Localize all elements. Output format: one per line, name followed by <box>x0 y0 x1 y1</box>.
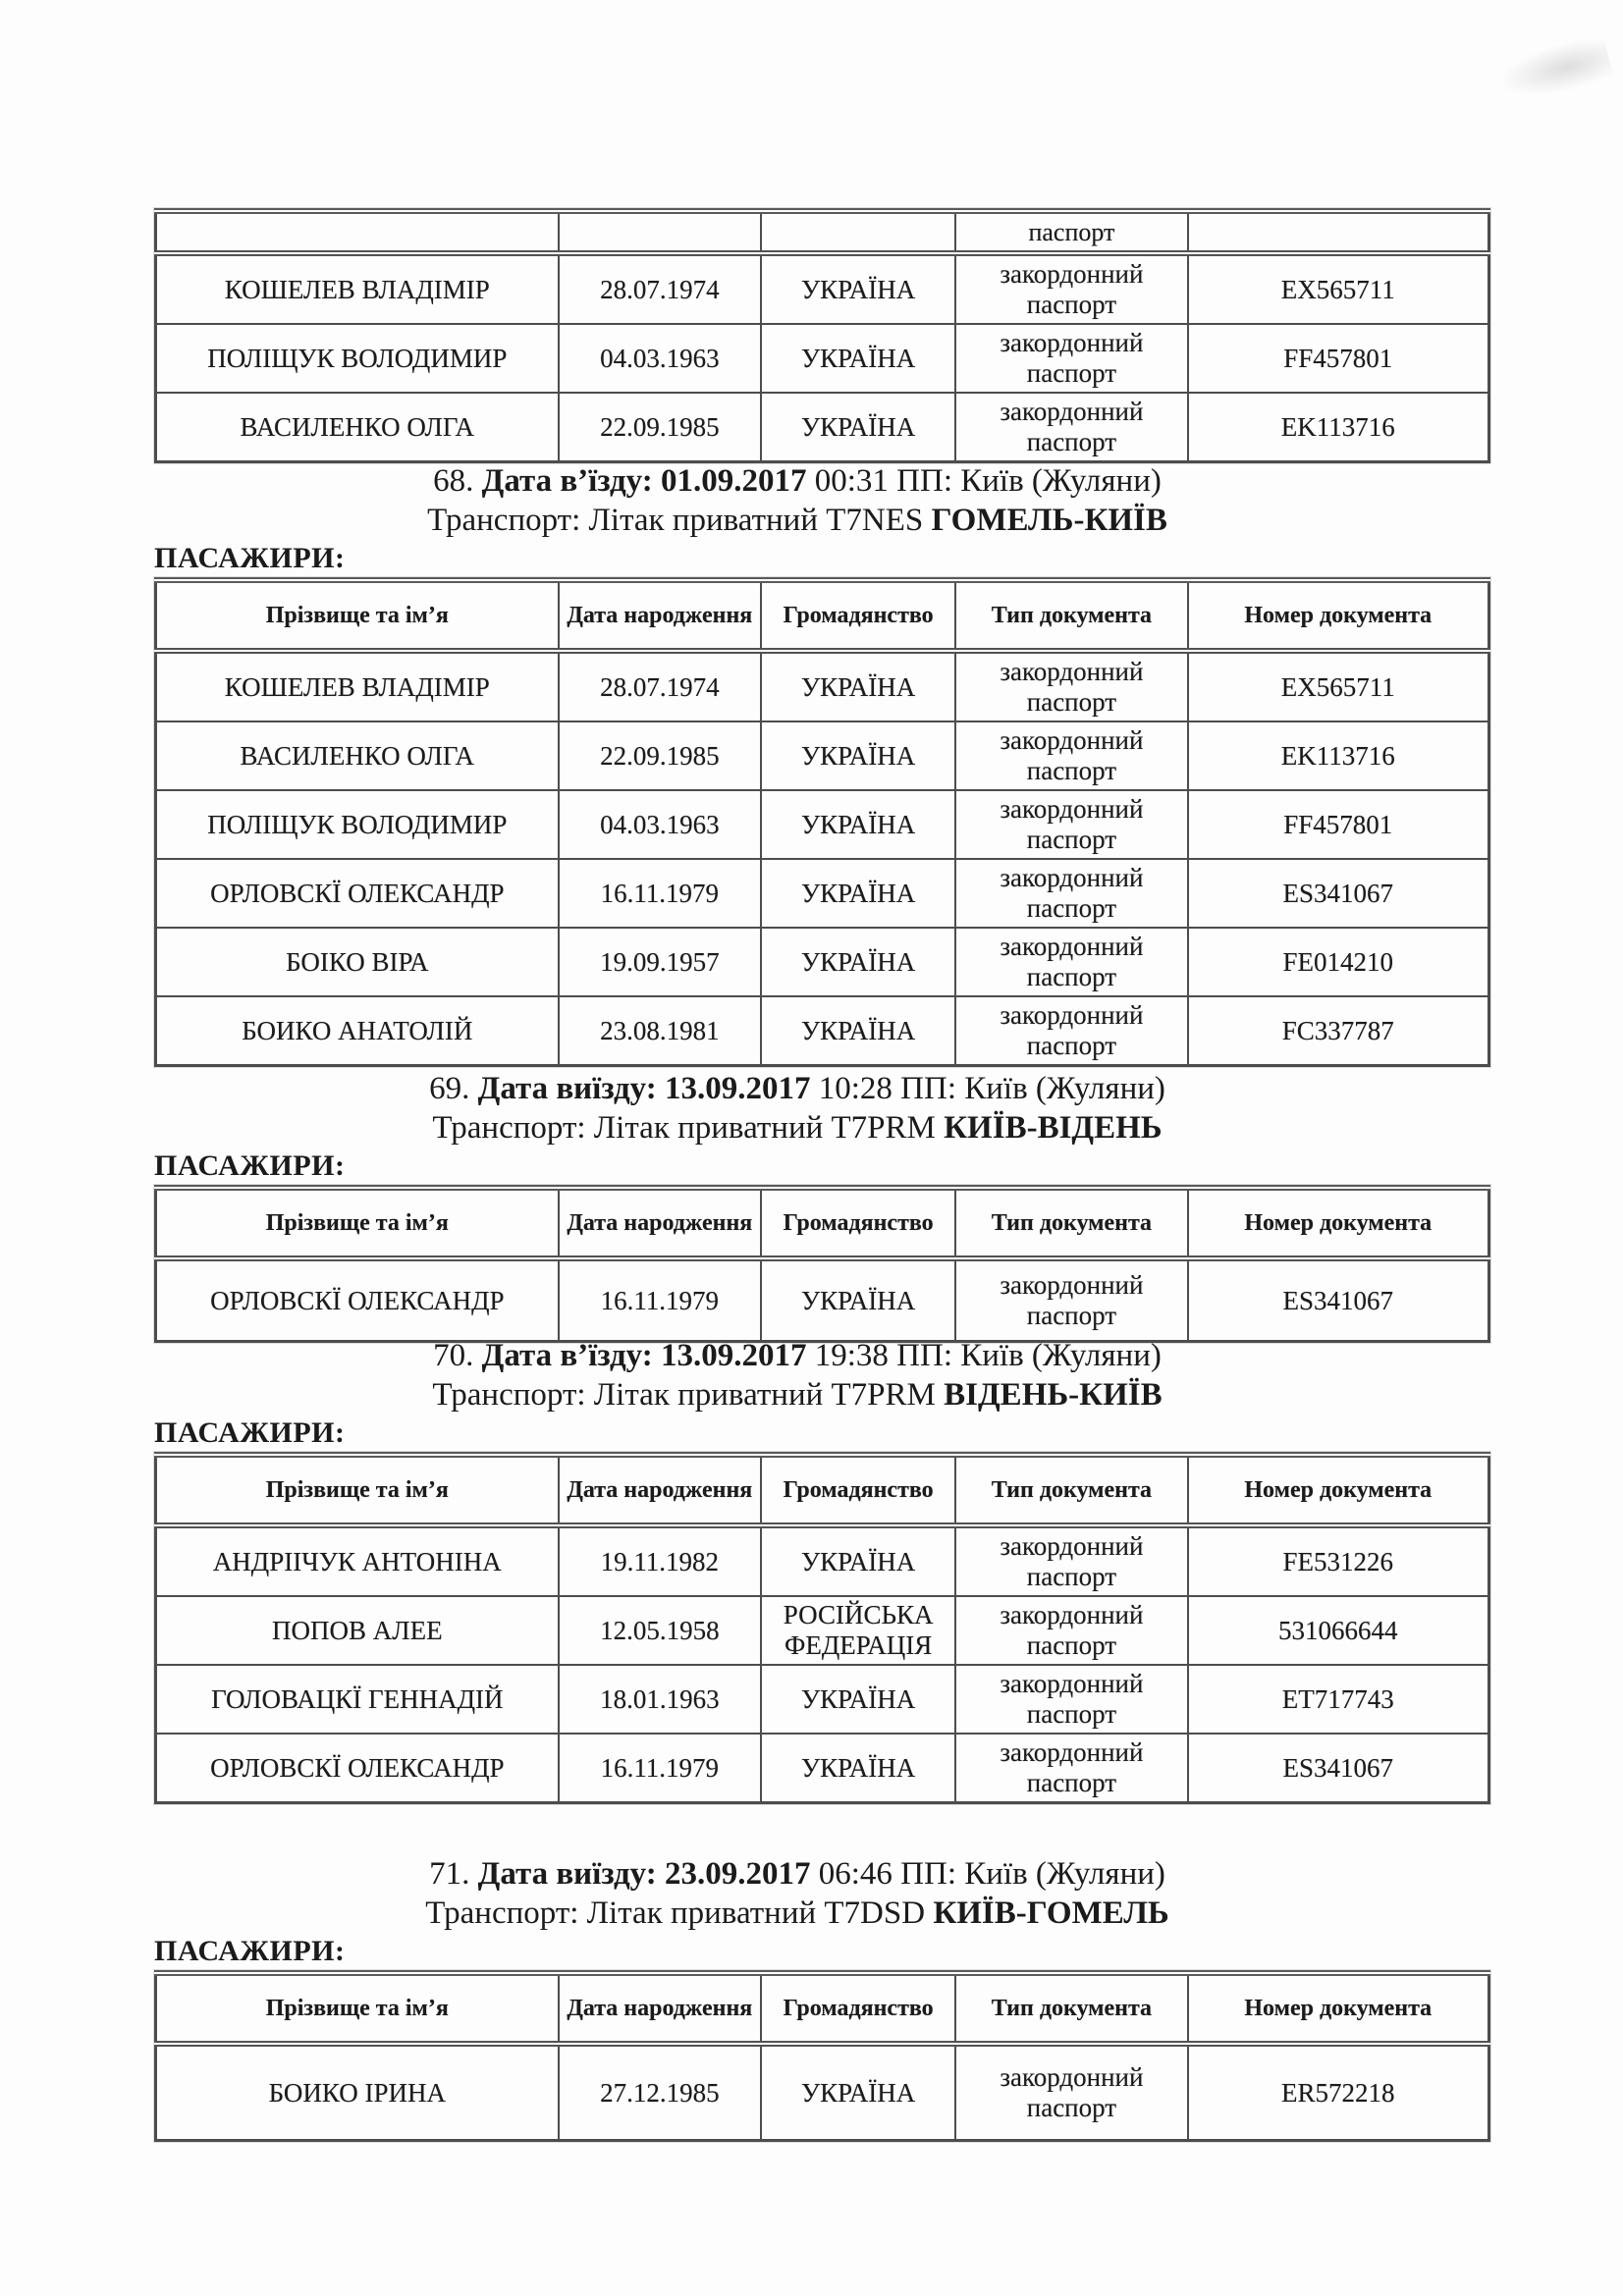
passenger-row <box>156 2044 1489 2141</box>
header-row <box>156 1188 1489 1258</box>
trip-number: 70. <box>433 1338 474 1373</box>
column-header: Тип документа <box>955 580 1187 651</box>
trip-heading-line2 <box>154 501 1440 540</box>
header-row <box>156 1973 1489 2044</box>
cell: закордонний паспорт <box>955 859 1187 928</box>
trip-time-checkpoint: 06:46 ПП: Київ (Жуляни) <box>818 1856 1165 1892</box>
cell: 23.08.1981 <box>559 996 761 1066</box>
passenger-row <box>156 721 1489 790</box>
cell: FC337787 <box>1188 996 1489 1066</box>
column-header: Тип документа <box>955 1973 1187 2044</box>
column-header: Громадянство <box>761 1188 955 1258</box>
cell: УКРАЇНА <box>761 928 955 996</box>
cell: БОІКО ВІРА <box>156 928 559 996</box>
column-header: Прізвище та ім’я <box>156 1973 559 2044</box>
cell: закордонний паспорт <box>955 1596 1187 1665</box>
cell: ПОЛІЩУК ВОЛОДИМИР <box>156 790 559 859</box>
trip-date-label: Дата в’їзду: <box>481 1338 653 1373</box>
trip-section-68 <box>154 461 1490 1067</box>
trip-route: ВІДЕНЬ-КИЇВ <box>944 1377 1163 1413</box>
passenger-row <box>156 1665 1489 1734</box>
passenger-row <box>156 996 1489 1066</box>
trip-route: КИЇВ-ВІДЕНЬ <box>944 1110 1163 1146</box>
cell-empty <box>761 211 955 253</box>
cell: закордонний паспорт <box>955 721 1187 790</box>
trip-date-label: Дата виїзду: <box>477 1856 657 1892</box>
passenger-row <box>156 324 1489 393</box>
cell: FE531226 <box>1188 1525 1489 1596</box>
trip-number: 68. <box>433 463 474 499</box>
cell: ПОПОВ АЛЕЕ <box>156 1596 559 1665</box>
cell: ГОЛОВАЦКЇ ГЕННАДІЙ <box>156 1665 559 1734</box>
cell: закордонний паспорт <box>955 324 1187 393</box>
cell: КОШЕЛЕВ ВЛАДІМІР <box>156 253 559 324</box>
cell: БОИКО ІРИНА <box>156 2044 559 2141</box>
passenger-row <box>156 859 1489 928</box>
trip-transport: Транспорт: Літак приватний T7DSD <box>425 1896 926 1931</box>
cell: 22.09.1985 <box>559 721 761 790</box>
cell: ОРЛОВСКЇ ОЛЕКСАНДР <box>156 1258 559 1342</box>
column-header: Дата народження <box>559 1188 761 1258</box>
trip-time-checkpoint: 19:38 ПП: Київ (Жуляни) <box>814 1338 1162 1373</box>
trip-transport: Транспорт: Літак приватний T7PRM <box>432 1377 936 1413</box>
trip-date-label: Дата в’їзду: <box>481 463 653 499</box>
column-header: Прізвище та ім’я <box>156 580 559 651</box>
trip-heading-line2 <box>154 1375 1440 1415</box>
cell: ES341067 <box>1188 1734 1489 1803</box>
passengers-label: ПАСАЖИРИ: <box>154 1149 346 1182</box>
cell: FE014210 <box>1188 928 1489 996</box>
cell: 04.03.1963 <box>559 324 761 393</box>
cell: закордонний паспорт <box>955 1734 1187 1803</box>
cell: FF457801 <box>1188 324 1489 393</box>
column-header: Номер документа <box>1188 1455 1489 1525</box>
passengers-label: ПАСАЖИРИ: <box>154 1416 346 1449</box>
trip-route: КИЇВ-ГОМЕЛЬ <box>933 1896 1169 1931</box>
trip-number: 69. <box>429 1071 470 1106</box>
column-header: Дата народження <box>559 1455 761 1525</box>
cell: 27.12.1985 <box>559 2044 761 2141</box>
cell: 16.11.1979 <box>559 1734 761 1803</box>
cell: УКРАЇНА <box>761 253 955 324</box>
passenger-row <box>156 1734 1489 1803</box>
cell: БОИКО АНАТОЛІЙ <box>156 996 559 1066</box>
column-header: Прізвище та ім’я <box>156 1188 559 1258</box>
cell: EK113716 <box>1188 721 1489 790</box>
cell: EX565711 <box>1188 651 1489 721</box>
cell-empty <box>1188 211 1489 253</box>
passenger-table-continuation <box>154 208 1490 463</box>
cell: 28.07.1974 <box>559 253 761 324</box>
column-header: Громадянство <box>761 1455 955 1525</box>
cell: АНДРІІЧУК АНТОНІНА <box>156 1525 559 1596</box>
passengers-label: ПАСАЖИРИ: <box>154 1935 346 1967</box>
partial-row <box>156 211 1489 253</box>
cell: УКРАЇНА <box>761 651 955 721</box>
cell: 16.11.1979 <box>559 1258 761 1342</box>
cell-doc-type: паспорт <box>955 211 1187 253</box>
cell: КОШЕЛЕВ ВЛАДІМІР <box>156 651 559 721</box>
trip-time-checkpoint: 00:31 ПП: Київ (Жуляни) <box>814 463 1162 499</box>
trip-date: 13.09.2017 <box>665 1071 811 1106</box>
column-header: Тип документа <box>955 1188 1187 1258</box>
trip-section-69 <box>154 1069 1490 1343</box>
trip-section-70 <box>154 1336 1490 1804</box>
passenger-row <box>156 790 1489 859</box>
cell: УКРАЇНА <box>761 393 955 462</box>
continuation-table-block <box>154 208 1490 463</box>
cell: ОРЛОВСКЇ ОЛЕКСАНДР <box>156 1734 559 1803</box>
cell-empty <box>559 211 761 253</box>
cell: ES341067 <box>1188 859 1489 928</box>
cell: УКРАЇНА <box>761 1525 955 1596</box>
passenger-row <box>156 253 1489 324</box>
column-header: Прізвище та ім’я <box>156 1455 559 1525</box>
cell: ER572218 <box>1188 2044 1489 2141</box>
trip-date: 01.09.2017 <box>660 463 807 499</box>
passengers-label: ПАСАЖИРИ: <box>154 542 346 574</box>
trip-heading-line1 <box>154 1336 1440 1375</box>
cell: УКРАЇНА <box>761 996 955 1066</box>
column-header: Громадянство <box>761 1973 955 2044</box>
cell: закордонний паспорт <box>955 253 1187 324</box>
trip-heading-line1 <box>154 1854 1440 1894</box>
cell: ВАСИЛЕНКО ОЛГА <box>156 721 559 790</box>
cell: закордонний паспорт <box>955 1525 1187 1596</box>
passenger-table-71 <box>154 1970 1490 2142</box>
cell: УКРАЇНА <box>761 1258 955 1342</box>
trip-heading-line1 <box>154 461 1440 501</box>
column-header: Номер документа <box>1188 1973 1489 2044</box>
cell: 18.01.1963 <box>559 1665 761 1734</box>
scan-smudge-artifact <box>1498 34 1614 104</box>
passenger-row <box>156 928 1489 996</box>
cell: УКРАЇНА <box>761 790 955 859</box>
trip-transport: Транспорт: Літак приватний T7NES <box>427 503 924 538</box>
passenger-table-70 <box>154 1452 1490 1804</box>
passenger-row <box>156 651 1489 721</box>
trip-transport: Транспорт: Літак приватний T7PRM <box>432 1110 936 1146</box>
cell: закордонний паспорт <box>955 790 1187 859</box>
passenger-row <box>156 1258 1489 1342</box>
column-header: Дата народження <box>559 580 761 651</box>
cell: ВАСИЛЕНКО ОЛГА <box>156 393 559 462</box>
cell: 12.05.1958 <box>559 1596 761 1665</box>
cell: 19.09.1957 <box>559 928 761 996</box>
trip-route: ГОМЕЛЬ-КИЇВ <box>931 503 1167 538</box>
cell: закордонний паспорт <box>955 996 1187 1066</box>
trip-number: 71. <box>429 1856 470 1892</box>
cell: УКРАЇНА <box>761 1734 955 1803</box>
trip-heading-line1 <box>154 1069 1440 1108</box>
cell: 16.11.1979 <box>559 859 761 928</box>
trip-section-71 <box>154 1854 1490 2142</box>
cell: РОСІЙСЬКА ФЕДЕРАЦІЯ <box>761 1596 955 1665</box>
cell: 19.11.1982 <box>559 1525 761 1596</box>
cell: УКРАЇНА <box>761 2044 955 2141</box>
cell: УКРАЇНА <box>761 324 955 393</box>
trip-time-checkpoint: 10:28 ПП: Київ (Жуляни) <box>818 1071 1165 1106</box>
cell: FF457801 <box>1188 790 1489 859</box>
passenger-table-68 <box>154 577 1490 1067</box>
cell: ET717743 <box>1188 1665 1489 1734</box>
cell: закордонний паспорт <box>955 928 1187 996</box>
cell: ES341067 <box>1188 1258 1489 1342</box>
column-header: Громадянство <box>761 580 955 651</box>
cell: 22.09.1985 <box>559 393 761 462</box>
cell: EX565711 <box>1188 253 1489 324</box>
passenger-row <box>156 393 1489 462</box>
trip-date-label: Дата виїзду: <box>477 1071 657 1106</box>
cell-empty <box>156 211 559 253</box>
cell: ОРЛОВСКЇ ОЛЕКСАНДР <box>156 859 559 928</box>
cell: УКРАЇНА <box>761 1665 955 1734</box>
cell: ПОЛІЩУК ВОЛОДИМИР <box>156 324 559 393</box>
trip-heading-line2 <box>154 1108 1440 1148</box>
cell: закордонний паспорт <box>955 2044 1187 2141</box>
cell: УКРАЇНА <box>761 859 955 928</box>
passenger-row <box>156 1525 1489 1596</box>
cell: УКРАЇНА <box>761 721 955 790</box>
cell: закордонний паспорт <box>955 1665 1187 1734</box>
cell: EK113716 <box>1188 393 1489 462</box>
cell: 531066644 <box>1188 1596 1489 1665</box>
cell: закордонний паспорт <box>955 651 1187 721</box>
trip-heading-line2 <box>154 1894 1440 1933</box>
column-header: Номер документа <box>1188 580 1489 651</box>
column-header: Тип документа <box>955 1455 1187 1525</box>
passenger-row <box>156 1596 1489 1665</box>
header-row <box>156 580 1489 651</box>
column-header: Дата народження <box>559 1973 761 2044</box>
passenger-table-69 <box>154 1185 1490 1343</box>
trip-date: 23.09.2017 <box>665 1856 811 1892</box>
cell: закордонний паспорт <box>955 393 1187 462</box>
cell: 04.03.1963 <box>559 790 761 859</box>
column-header: Номер документа <box>1188 1188 1489 1258</box>
trip-date: 13.09.2017 <box>660 1338 807 1373</box>
header-row <box>156 1455 1489 1525</box>
cell: закордонний паспорт <box>955 1258 1187 1342</box>
cell: 28.07.1974 <box>559 651 761 721</box>
